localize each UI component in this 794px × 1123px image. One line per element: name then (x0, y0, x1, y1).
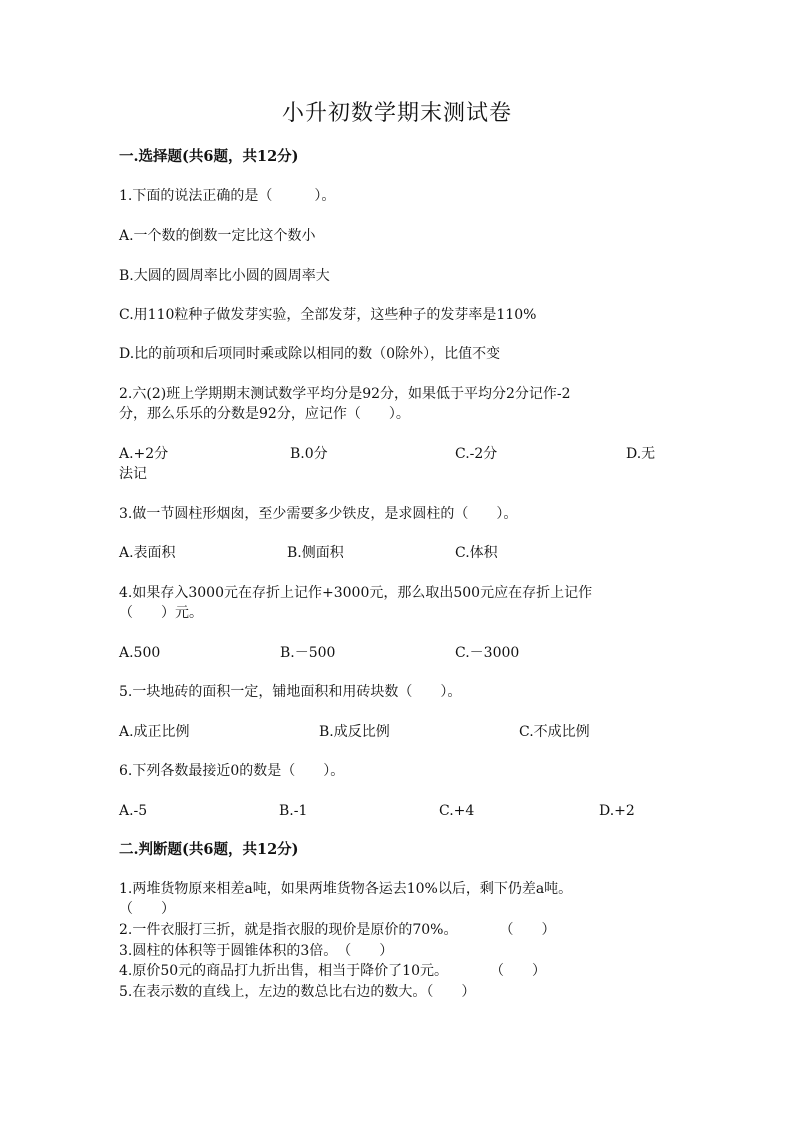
question-5-option-b: B.成反比例 (319, 724, 390, 740)
question-6-option-d: D.+2 (599, 803, 635, 819)
question-1-option-d: D.比的前项和后项同时乘或除以相同的数（0除外），比值不变 (119, 346, 501, 362)
question-3-stem: 3.做一节圆柱形烟囱，至少需要多少铁皮，是求圆柱的（ ）。 (119, 506, 518, 522)
question-2-option-a: A.+2分 (119, 446, 169, 462)
judgement-item-3: 3.圆柱的体积等于圆锥体积的3倍。 （ ） (119, 943, 394, 959)
judgement-item-2: 2.一件衣服打三折，就是指衣服的现价是原价的70%。 （ ） (119, 922, 556, 938)
judgement-item-1-bracket: （ ） (119, 901, 175, 917)
question-3-option-b: B.侧面积 (287, 545, 344, 561)
question-4-stem-line2: （ ）元。 (119, 605, 203, 621)
question-6-option-b: B.-1 (279, 803, 308, 819)
judgement-item-1: 1.两堆货物原来相差a吨，如果两堆货物各运去10%以后，剩下仍差a吨。 (119, 881, 573, 897)
question-6-stem: 6.下列各数最接近0的数是（ ）。 (119, 763, 345, 779)
question-4-option-a: A.500 (119, 645, 161, 661)
question-1-option-a: A.一个数的倒数一定比这个数小 (119, 228, 316, 244)
question-2-option-c: C.-2分 (455, 446, 498, 462)
section-heading-judgement: 二.判断题(共6题，共12分) (119, 841, 299, 858)
judgement-item-4: 4.原价50元的商品打九折出售，相当于降价了10元。 （ ） (119, 963, 546, 979)
question-1-stem: 1.下面的说法正确的是（ ）。 (119, 188, 336, 204)
question-5-stem: 5.一块地砖的面积一定，铺地面积和用砖块数（ ）。 (119, 684, 462, 700)
question-5-option-c: C.不成比例 (519, 724, 590, 740)
question-5-option-a: A.成正比例 (119, 724, 190, 740)
question-3-option-a: A.表面积 (119, 545, 176, 561)
question-4-stem-line1: 4.如果存入3000元在存折上记作+3000元，那么取出500元应在存折上记作 (119, 585, 593, 601)
question-6-option-c: C.+4 (439, 803, 475, 819)
section-heading-choice: 一.选择题(共6题，共12分) (119, 148, 299, 165)
question-2-option-d: D.无 (626, 446, 656, 462)
question-2-stem-line2: 分，那么乐乐的分数是92分，应记作（ ）。 (119, 406, 410, 422)
question-2-stem-line1: 2.六(2)班上学期期末测试数学平均分是92分，如果低于平均分2分记作-2 (119, 386, 571, 402)
question-2-option-d-wrap: 法记 (119, 466, 147, 482)
question-4-option-b: B.－500 (280, 645, 336, 661)
question-1-option-c: C.用110粒种子做发芽实验，全部发芽，这些种子的发芽率是110% (119, 307, 537, 323)
question-2-option-b: B.0分 (290, 446, 328, 462)
question-4-option-c: C.－3000 (455, 645, 520, 661)
question-6-option-a: A.-5 (119, 803, 148, 819)
judgement-item-5: 5.在表示数的直线上，左边的数总比右边的数大。（ ） (119, 984, 476, 1000)
question-1-option-b: B.大圆的圆周率比小圆的圆周率大 (119, 268, 330, 284)
question-3-option-c: C.体积 (455, 545, 498, 561)
page-title: 小升初数学期末测试卷 (281, 101, 512, 126)
